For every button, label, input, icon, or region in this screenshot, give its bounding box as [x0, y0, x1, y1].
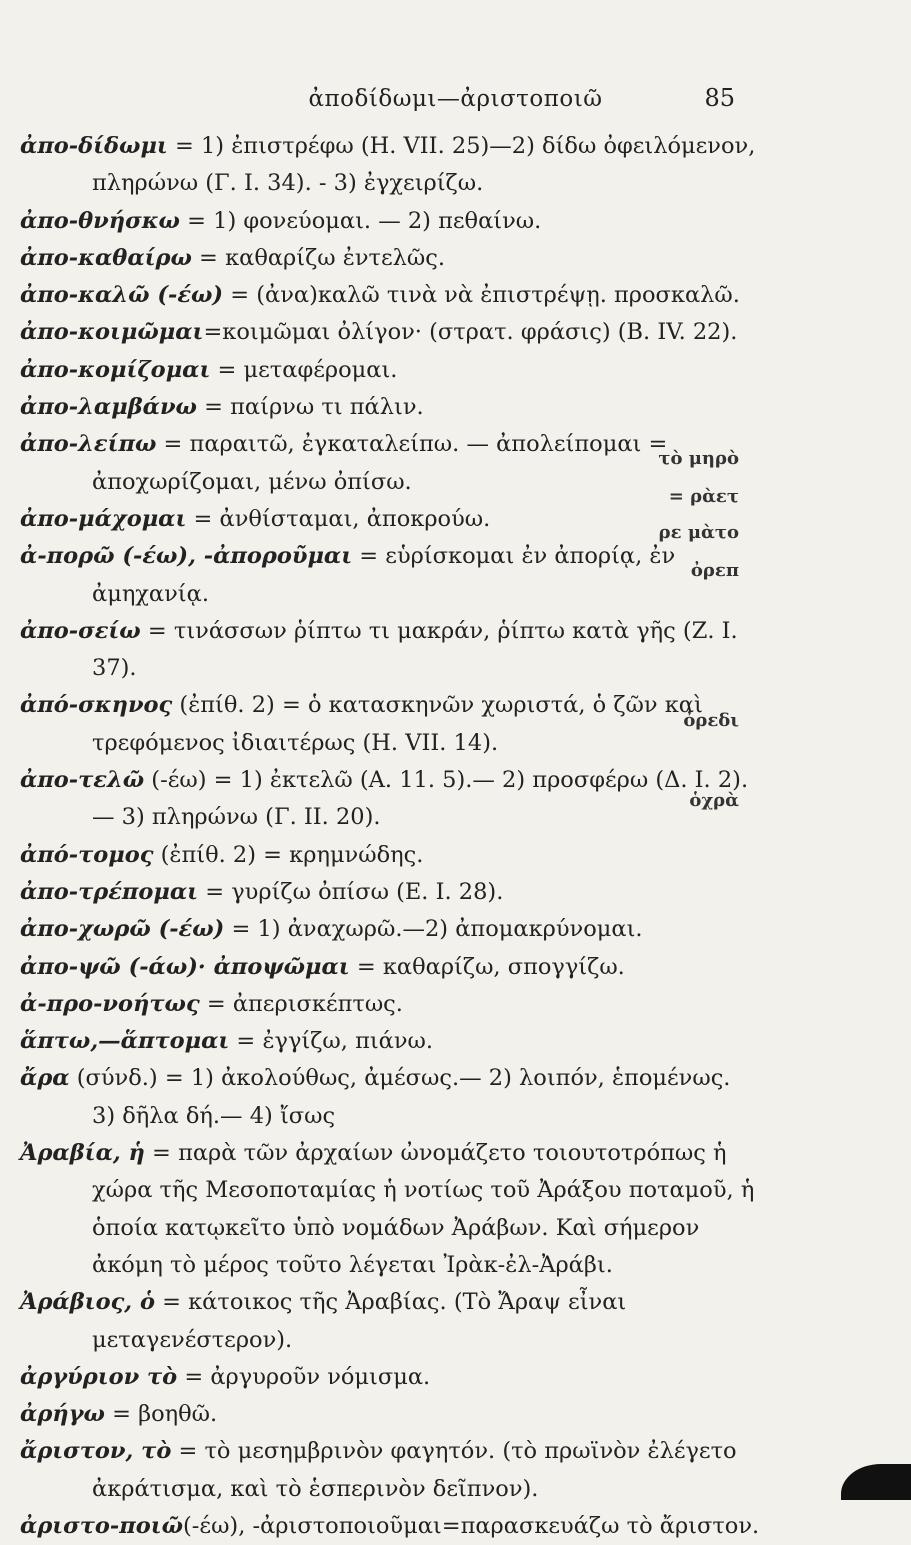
dictionary-entry: [20, 874, 760, 911]
entry-headword: ἀ-προ-νοήτως: [20, 990, 200, 1017]
entry-definition: (ἐπίθ. 2) = κρημνώδης.: [153, 841, 424, 868]
entry-definition: = 1) ἐπιστρέφω (Η. VII. 25)—2) δίδω ὀφειλόμενον, πληρώνω (Γ. I. 34). - 3) ἐγχειρίζω.: [92, 133, 756, 197]
dictionary-entry: [20, 538, 760, 613]
entry-headword: ἀπο-θνήσκω: [20, 207, 180, 234]
dictionary-entry: [20, 1433, 760, 1508]
dictionary-entry: [20, 1359, 760, 1396]
entry-headword: ἀργύριον τὸ: [20, 1363, 178, 1390]
dictionary-entry: [20, 1023, 760, 1060]
dictionary-entry: [20, 837, 760, 874]
entry-definition: = βοηθῶ.: [104, 1401, 218, 1428]
entry-headword: ἅπτω,—ἅπτομαι: [20, 1028, 230, 1055]
dictionary-entry: [20, 1060, 760, 1135]
dictionary-entry: [20, 203, 760, 240]
margin-mark: ὁχρὰ: [689, 790, 739, 811]
dictionary-entry: [20, 613, 760, 688]
entry-definition: = 1) ἀναχωρῶ.—2) ἀπομακρύνομαι.: [224, 916, 643, 943]
dictionary-entry: [20, 1284, 760, 1359]
dictionary-entry: [20, 352, 760, 389]
entry-definition: = γυρίζω ὀπίσω (Ε. I. 28).: [198, 878, 504, 905]
entry-definition: (ἐπίθ. 2) = ὁ κατασκηνῶν χωριστά, ὁ ζῶν καὶ τρεφόμενος ἰδιαιτέρως (Η. VII. 14).: [92, 692, 703, 756]
entry-definition: = (ἀνα)καλῶ τινὰ νὰ ἐπιστρέψῃ. προσκαλῶ.: [223, 282, 740, 309]
entry-headword: ἀρήγω: [20, 1401, 105, 1428]
entry-definition: = παρὰ τῶν ἀρχαίων ὠνομάζετο τοιουτοτρόπως ἡ χώρα τῆς Μεσοποταμίας ἡ νοτίως τοῦ Ἀράξου ποταμοῦ, ἡ ὁποία κατῳκεῖτο ὑπὸ νομάδων Ἀράβων. Καὶ σήμερον ἀκόμη τὸ μέρος τοῦτο λέγεται Ἰρὰκ-ἐλ-Ἀράβι.: [92, 1140, 755, 1278]
entry-headword: Ἀραβία, ἡ: [20, 1140, 145, 1167]
entry-headword: ἀπο-ψῶ (-άω)· ἀποψῶμαι: [20, 953, 350, 980]
entry-definition: =κοιμῶμαι ὀλίγον· (στρατ. φράσις) (Β. IV. 22).: [203, 319, 738, 346]
entry-headword: ἀπο-καθαίρω: [20, 244, 192, 271]
entry-definition: = καθαρίζω ἐντελῶς.: [191, 244, 446, 271]
dictionary-entries: [20, 128, 760, 1545]
entry-headword: ἀπό-τομος: [20, 841, 154, 868]
entry-headword: Ἀράβιος, ὁ: [20, 1289, 155, 1316]
entry-headword: ἀπο-δίδωμι: [20, 133, 168, 159]
entry-headword: ἀπο-κοιμῶμαι: [20, 319, 204, 346]
dictionary-entry: [20, 314, 760, 351]
entry-headword: ἀπο-χωρῶ (-έω): [20, 916, 225, 943]
entry-headword: ἄριστον, τὸ: [20, 1438, 172, 1465]
dictionary-entry: [20, 911, 760, 948]
dictionary-entry: [20, 986, 760, 1023]
entry-headword: ἀπο-μάχομαι: [20, 505, 187, 532]
dictionary-entry: [20, 501, 760, 538]
dictionary-entry: [20, 1396, 760, 1433]
dictionary-entry: [20, 949, 760, 986]
entry-definition: = ἀνθίσταμαι, ἀποκρούω.: [186, 505, 491, 532]
page-number: 85: [704, 84, 735, 112]
entry-definition: = 1) φονεύομαι. — 2) πεθαίνω.: [179, 207, 542, 234]
entry-definition: = ἀργυροῦν νόμισμα.: [177, 1363, 431, 1390]
dictionary-entry: [20, 426, 760, 501]
entry-headword: ἀπο-καλῶ (-έω): [20, 282, 224, 309]
entry-definition: = εὑρίσκομαι ἐν ἀπορίᾳ, ἐν ἀμηχανίᾳ.: [92, 543, 676, 607]
dictionary-entry: [20, 128, 760, 203]
entry-definition: (-έω) = 1) ἐκτελῶ (Α. 11. 5).— 2) προσφέρω (Δ. I. 2). — 3) πληρώνω (Γ. II. 20).: [92, 767, 749, 831]
scan-thumb-shadow: [841, 1464, 911, 1500]
dictionary-entry: [20, 277, 760, 314]
entry-definition: (σύνδ.) = 1) ἀκολούθως, ἀμέσως.— 2) λοιπόν, ἑπομένως. 3) δῆλα δή.— 4) ἴσως: [69, 1065, 731, 1129]
entry-definition: = τινάσσων ῥίπτω τι μακράν, ῥίπτω κατὰ γῆς (Ζ. I. 37).: [92, 617, 738, 682]
entry-definition: = παίρνω τι πάλιν.: [196, 394, 424, 421]
margin-mark: ὀρεπ: [690, 560, 739, 581]
margin-mark: ρε μὰτο: [658, 522, 739, 543]
dictionary-entry: [20, 389, 760, 426]
entry-headword: ἀ-πορῶ (-έω), -ἀποροῦμαι: [20, 543, 353, 570]
dictionary-entry: [20, 240, 760, 277]
entry-definition: = ἐγγίζω, πιάνω.: [229, 1028, 434, 1055]
entry-headword: ἀπο-σείω: [20, 617, 141, 644]
dictionary-entry: [20, 1508, 760, 1545]
dictionary-entry: [20, 762, 760, 837]
entry-headword: ἄρα: [20, 1065, 70, 1092]
entry-definition: = μεταφέρομαι.: [210, 356, 398, 383]
entry-headword: ἀπο-τρέπομαι: [20, 878, 199, 905]
entry-headword: ἀπο-λαμβάνω: [20, 394, 197, 421]
running-header: ἀποδίδωμι—ἀριστοποιῶ: [308, 86, 603, 112]
margin-mark: = ρὰετ: [668, 486, 739, 507]
margin-mark: τὸ μηρὸ: [658, 448, 739, 469]
entry-definition: = ἀπερισκέπτως.: [199, 990, 403, 1017]
dictionary-entry: [20, 687, 760, 762]
entry-definition: (-έω), -ἀριστοποιοῦμαι=παρασκευάζω τὸ ἄριστον.: [183, 1512, 760, 1539]
entry-headword: ἀπο-λείπω: [20, 431, 157, 458]
entry-headword: ἀριστο-ποιῶ: [20, 1512, 184, 1539]
entry-definition: = τὸ μεσημβρινὸν φαγητόν. (τὸ πρωϊνὸν ἐλέγετο ἀκράτισμα, καὶ τὸ ἑσπερινὸν δεῖπνον).: [92, 1438, 737, 1502]
dictionary-entry: [20, 1135, 760, 1284]
entry-headword: ἀπό-σκηνος: [20, 692, 173, 719]
entry-definition: = καθαρίζω, σπογγίζω.: [349, 953, 625, 980]
entry-headword: ἀπο-κομίζομαι: [20, 356, 211, 383]
entry-definition: = κάτοικος τῆς Ἀραβίας. (Τὸ Ἄραψ εἶναι μεταγενέστερον).: [92, 1289, 627, 1353]
entry-definition: = παραιτῶ, ἐγκαταλείπω. — ἀπολείπομαι = ἀποχωρίζομαι, μένω ὀπίσω.: [92, 431, 668, 495]
entry-headword: ἀπο-τελῶ: [20, 767, 145, 794]
margin-mark: ὀρεδι: [683, 710, 739, 731]
